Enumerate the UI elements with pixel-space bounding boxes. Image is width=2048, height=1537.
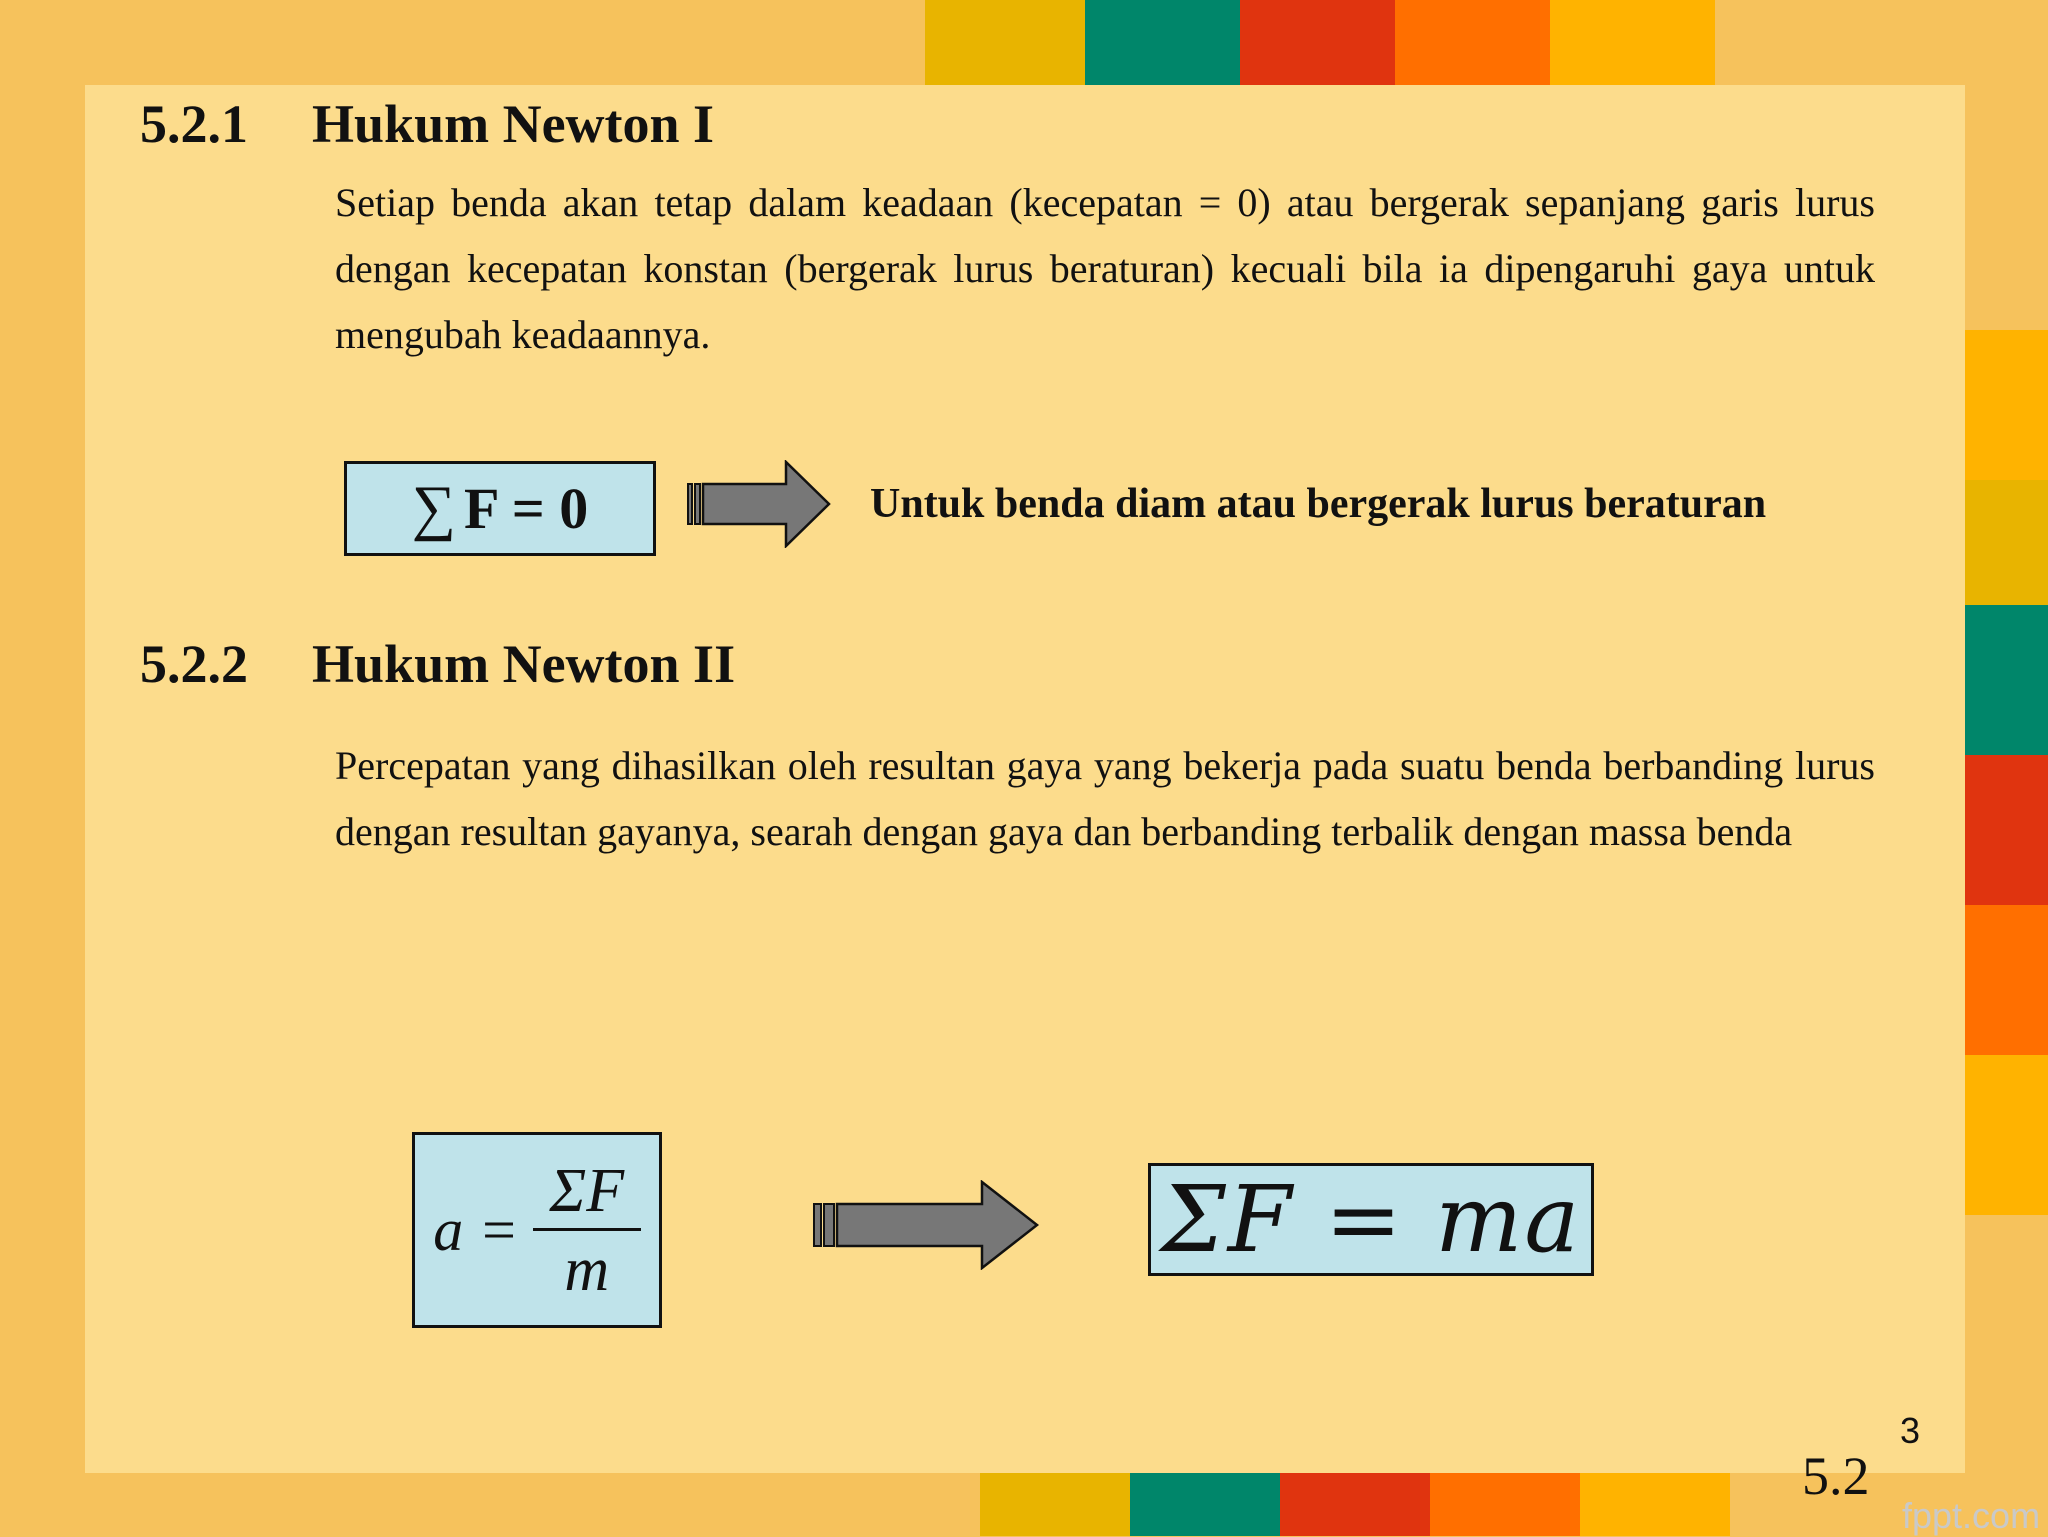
fraction-bar <box>533 1228 641 1231</box>
newton-2-definition: Percepatan yang dihasilkan oleh resultan gaya yang bekerja pada suatu benda berbanding lurus dengan resultan gayanya, searah dengan gaya dan berbanding terbalik dengan massa benda <box>335 743 1875 854</box>
equation-sum-force-zero <box>344 461 656 556</box>
equation-text: F = 0 <box>463 476 589 541</box>
top-stripes <box>925 0 1715 85</box>
numerator: ΣF <box>549 1156 625 1225</box>
equation-force-mass-acceleration <box>1148 1163 1594 1276</box>
section-tag: 5.2 <box>1802 1446 1870 1506</box>
sigma-symbol: ∑ <box>411 474 456 542</box>
section-heading-newton-1 <box>140 92 714 156</box>
watermark: fppt.com <box>1902 1495 2041 1536</box>
newton-1-conclusion: Untuk benda diam atau bergerak lurus beraturan <box>870 481 1767 527</box>
section-number: 5.2.2 <box>140 634 248 694</box>
fraction <box>533 1156 641 1305</box>
section-title: Hukum Newton I <box>312 94 715 154</box>
right-arrow-icon <box>812 1180 1040 1270</box>
equation-lhs: a = <box>433 1196 519 1263</box>
slide-number: 3 <box>1900 1410 1921 1451</box>
section-title: Hukum Newton II <box>312 634 736 694</box>
section-heading-newton-2 <box>140 632 735 696</box>
bottom-stripes <box>980 1473 1730 1536</box>
right-arrow-icon <box>686 460 832 548</box>
equation-text: ΣF = ma <box>1160 1166 1582 1273</box>
section-number: 5.2.1 <box>140 94 248 154</box>
newton-1-definition: Setiap benda akan tetap dalam keadaan (kecepatan = 0) atau bergerak sepanjang garis lurus dengan kecepatan konstan (bergerak lurus beraturan) kecuali bila ia dipengaruhi gaya untuk mengubah keadaannya. <box>335 180 1875 357</box>
equation-acceleration <box>412 1132 662 1328</box>
right-stripes <box>1965 330 2048 1215</box>
denominator: m <box>564 1235 610 1304</box>
